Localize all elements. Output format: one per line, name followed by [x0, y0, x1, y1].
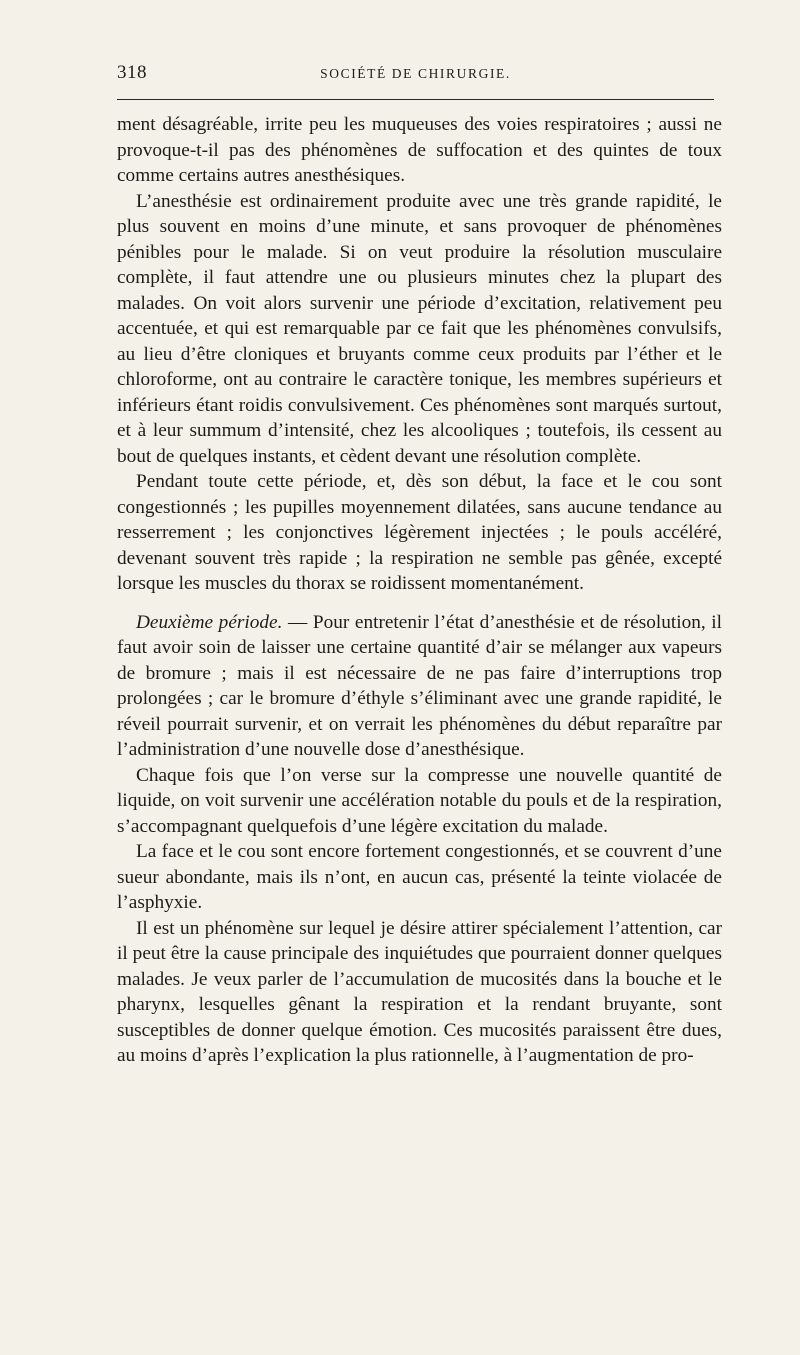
header-rule — [117, 99, 714, 100]
section-title: Deuxième période. — [136, 611, 283, 633]
paragraph-sweat: La face et le cou sont encore fortement congestionnés, et se couvrent d’une sueur abondante, mais ils n’ont, en aucun cas, présenté la teinte violacée de l’asphyxie. — [117, 841, 722, 913]
paragraph-second-period — [117, 610, 722, 763]
paragraph-anesthesia-onset: L’anesthésie est ordinairement produite avec une très grande rapidité, le plus souvent en moins d’une minute, et sans provoquer de phénomènes pénibles pour le malade. Si on veut produire la résolution musculaire complète, il faut attendre une ou plusieurs minutes chez la plupart des malades. On voit alors survenir une période d’excitation, relativement peu accentuée, et qui est remarquable par ce fait que les phénomènes convulsifs, au lieu d’être cloniques et bruyants comme ceux produits par l’éther et le chloroforme, ont au contraire le caractère tonique, les membres supérieurs et inférieurs étant roidis convulsivement. Ces phénomènes sont marqués surtout, et à leur summum d’intensité, chez les alcooliques ; toutefois, ils cessent au bout de quelques instants, et cèdent devant une résolution complète. — [117, 190, 722, 467]
section-lead-text: — Pour entretenir l’état d’anesthésie et de résolution, il faut avoir soin de laisser une certaine quantité d’air se mélanger aux vapeurs de bromure ; mais il est nécessaire de ne pas faire d’interruptions trop prolongées ; car le bromure d’éthyle s’éliminant avec une grande rapidité, le réveil pourrait survenir, et on verrait les phénomènes du début reparaître par l’administration d’une nouvelle dose d’anesthésique. — [117, 611, 723, 760]
body-text — [117, 112, 722, 1069]
running-title: SOCIÉTÉ DE CHIRURGIE. — [320, 66, 511, 81]
paragraph-mucosities: Il est un phénomène sur lequel je désire attirer spécialement l’attention, car il peut être la cause principale des inquiétudes que pourraient donner quelques malades. Je veux parler de l’accumulation de mucosités dans la bouche et le pharynx, lesquelles gênant la respiration et la rendant bruyante, sont susceptibles de donner quelque émotion. Ces mucosités paraissent être dues, au moins d’après l’explication la plus rationnelle, à l’augmentation de pro- — [117, 917, 722, 1066]
page-header — [117, 62, 714, 90]
paragraph-continuation: ment désagréable, irrite peu les muqueuses des voies respiratoires ; aussi ne provoque-t-il pas des phénomènes de suffocation et des quintes de toux comme certains autres anesthésiques. — [117, 114, 722, 186]
paragraph-new-dose: Chaque fois que l’on verse sur la compresse une nouvelle quantité de liquide, on voit survenir une accélération notable du pouls et de la respiration, s’accompagnant quelquefois d’une légère excitation du malade. — [117, 764, 722, 837]
page-number: 318 — [117, 62, 147, 83]
paragraph-congestion: Pendant toute cette période, et, dès son début, la face et le cou sont congestionnés ; les pupilles moyennement dilatées, sans aucune tendance au resserrement ; les conjonctives légèrement injectées ; le pouls accéléré, devenant souvent très rapide ; la respiration ne semble pas gênée, excepté lorsque les muscles du thorax se roidissent momentanément. — [117, 471, 722, 594]
